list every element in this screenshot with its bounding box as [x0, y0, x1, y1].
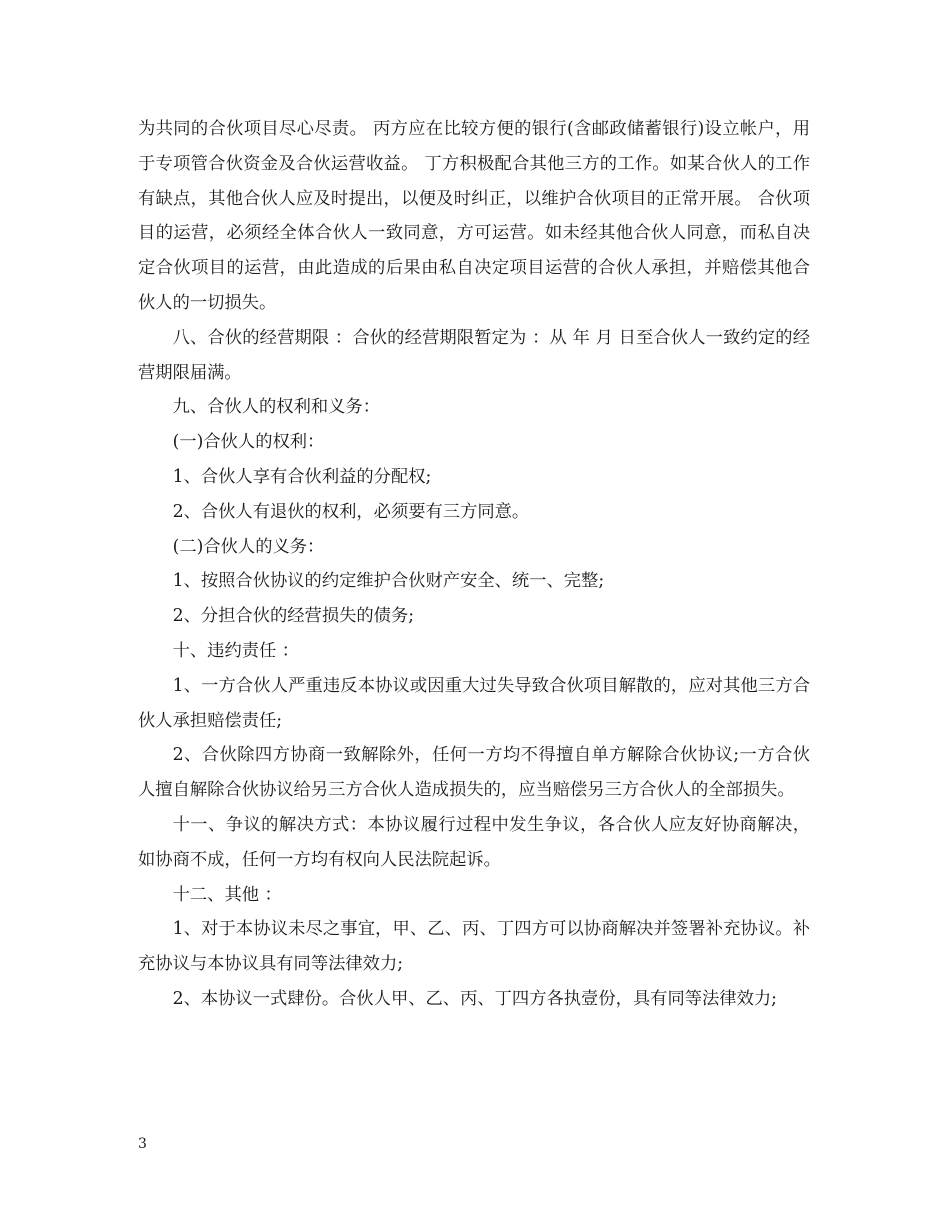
paragraph-15: 1、对于本协议未尽之事宜，甲、乙、丙、丁四方可以协商解决并签署补充协议。补充协议与本协议具有同等法律效力;: [138, 919, 810, 975]
paragraph-5: 1、合伙人享有合伙利益的分配权;: [172, 466, 432, 487]
paragraph-16: 2、本协议一式肆份。合伙人甲、乙、丙、丁四方各执壹份，具有同等法律效力;: [172, 988, 777, 1009]
paragraph-11: 1、一方合伙人严重违反本协议或因重大过失导致合伙项目解散的，应对其他三方合伙人承担赔偿责任;: [138, 675, 810, 731]
paragraph-10: 十、违约责任 ：: [172, 640, 300, 661]
paragraph-2: 八、合伙的经营期限 ：合伙的经营期限暂定为 ：从 年 月 日至合伙人一致约定的经营期限届满。: [138, 327, 810, 383]
paragraph-6: 2、合伙人有退伙的权利，必须要有三方同意。: [172, 501, 530, 522]
paragraph-9: 2、分担合伙的经营损失的债务;: [172, 606, 415, 627]
paragraph-13: 十一、争议的解决方式：本协议履行过程中发生争议，各合伙人应友好协商解决，如协商不成，任何一方均有权向人民法院起诉。: [138, 814, 810, 870]
page-number: 3: [138, 1136, 147, 1152]
paragraph-14: 十二、其他 ：: [172, 884, 282, 905]
paragraph-4: (一)合伙人的权利：: [172, 432, 325, 453]
paragraph-8: 1、按照合伙协议的约定维护合伙财产安全、统一、完整;: [172, 571, 605, 592]
paragraph-1: 为共同的合伙项目尽心尽责。 丙方应在比较方便的银行(含邮政储蓄银行)设立帐户，用于专项管合伙资金及合伙运营收益。 丁方积极配合其他三方的工作。如某合伙人的工作有缺点，其他合伙人应及时提出，以便及时纠正，以维护合伙项目的正常开展。 合伙项目的运营，必须经全体合伙人一致同意，方可运营。如未经其他合伙人同意，而私自决定合伙项目的运营，由此造成的后果由私自决定项目运营的合伙人承担，并赔偿其他合伙人的一切损失。: [138, 119, 810, 313]
paragraph-12: 2、合伙除四方协商一致解除外，任何一方均不得擅自单方解除合伙协议;一方合伙人擅自解除合伙协议给另三方合伙人造成损失的，应当赔偿另三方合伙人的全部损失。: [138, 745, 810, 801]
paragraph-3: 九、合伙人的权利和义务：: [172, 397, 380, 418]
document-body: [138, 112, 810, 1017]
paragraph-7: (二)合伙人的义务：: [172, 536, 325, 557]
